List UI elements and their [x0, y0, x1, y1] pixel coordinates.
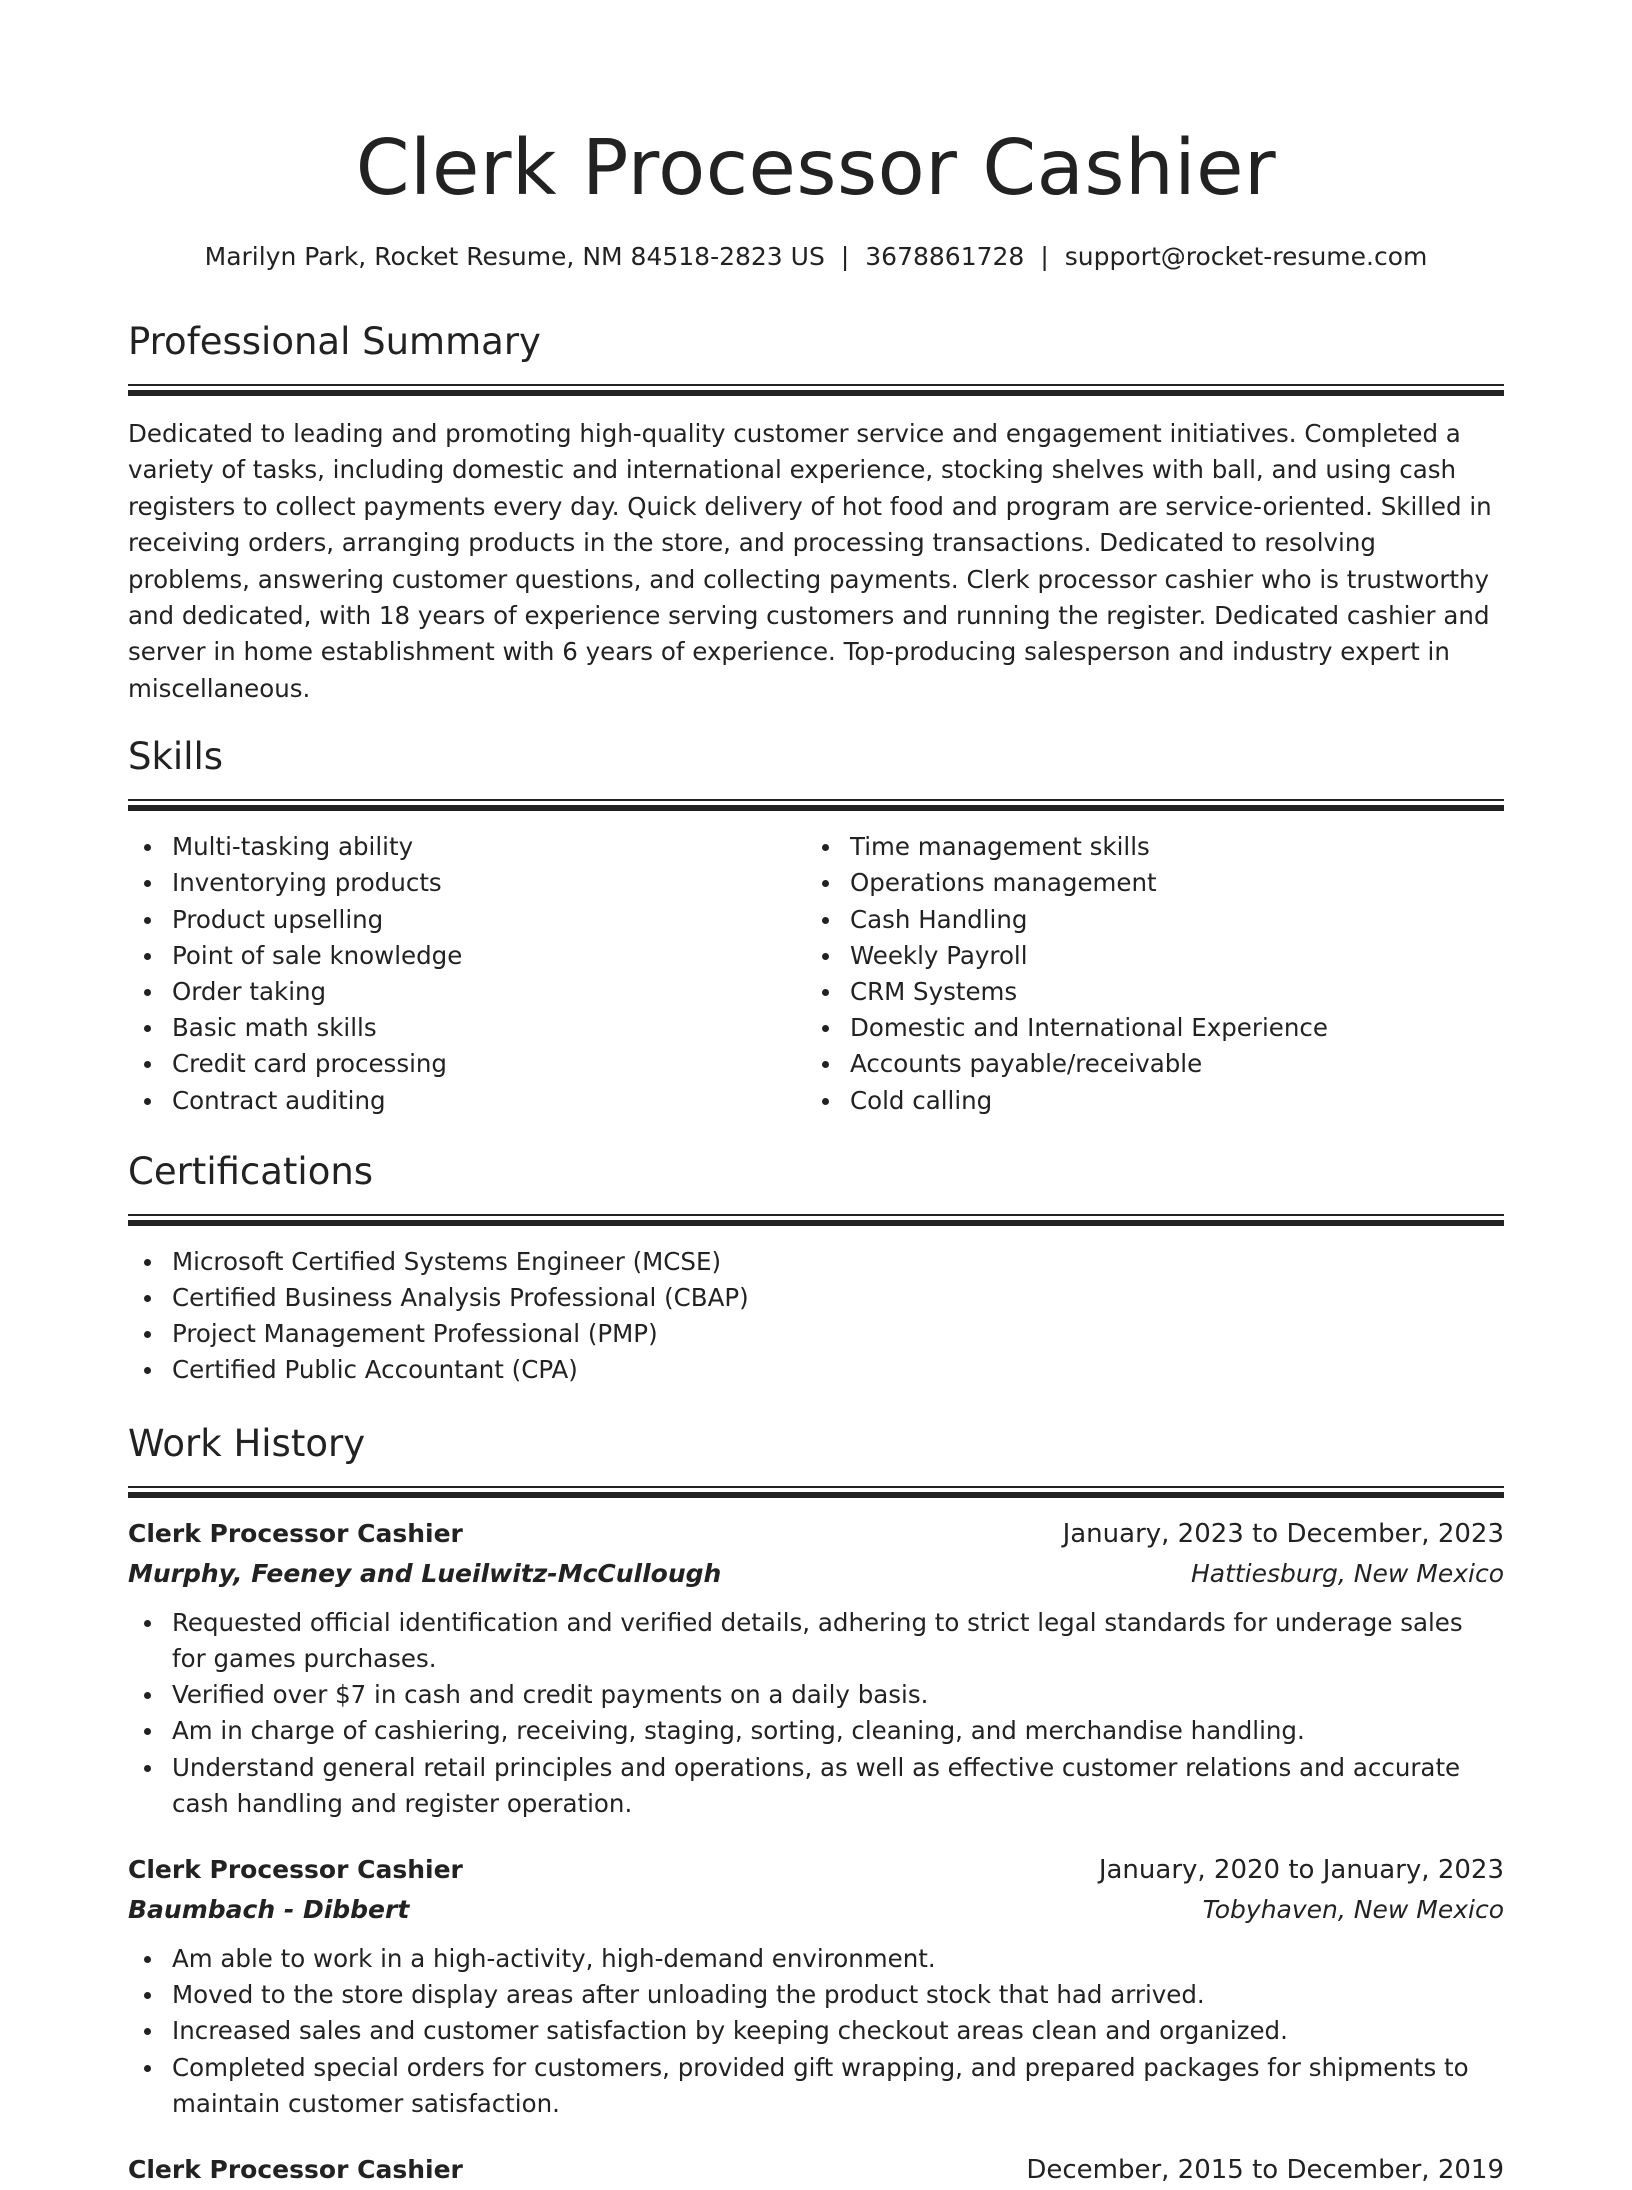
- section-title-work-history: Work History: [128, 1421, 366, 1465]
- skill-item: Point of sale knowledge: [128, 938, 806, 974]
- skill-item: Basic math skills: [128, 1010, 806, 1046]
- job-bullet: Requested official identification and verified details, adhering to strict legal standards for underage sales for games purchases.: [128, 1605, 1504, 1677]
- job-entry: [128, 1850, 1504, 2122]
- certification-item: Microsoft Certified Systems Engineer (MCSE): [128, 1244, 1504, 1280]
- skills-list-right: [806, 829, 1484, 1119]
- skills-section: [128, 732, 1504, 1119]
- skill-item: CRM Systems: [806, 974, 1484, 1010]
- job-location: Hattiesburg, New Mexico: [1190, 1558, 1504, 1588]
- job-title: Clerk Processor Cashier: [128, 1854, 463, 1884]
- certification-item: Certified Public Accountant (CPA): [128, 1352, 1504, 1388]
- certification-item: Project Management Professional (PMP): [128, 1316, 1504, 1352]
- skill-item: Operations management: [806, 865, 1484, 901]
- job-bullets: [128, 1605, 1504, 1822]
- job-dates: January, 2023 to December, 2023: [1062, 1518, 1504, 1549]
- job-bullet: Moved to the store display areas after unloading the product stock that had arrived.: [128, 1977, 1504, 2013]
- skill-item: Product upselling: [128, 902, 806, 938]
- skills-list-left: [128, 829, 806, 1119]
- skill-item: Accounts payable/receivable: [806, 1046, 1484, 1082]
- section-title-summary: Professional Summary: [128, 320, 541, 363]
- resume-page: [128, 0, 1504, 2190]
- job-dates: December, 2015 to December, 2019: [1026, 2154, 1504, 2185]
- skill-item: Inventorying products: [128, 865, 806, 901]
- skill-item: Multi-tasking ability: [128, 829, 806, 865]
- skills-grid: [128, 829, 1504, 1119]
- job-entry: [128, 1514, 1504, 1822]
- job-entry: [128, 2150, 1504, 2190]
- skill-item: Time management skills: [806, 829, 1484, 865]
- skill-item: Contract auditing: [128, 1083, 806, 1119]
- skill-item: Weekly Payroll: [806, 938, 1484, 974]
- section-divider: [128, 799, 1504, 813]
- skill-item: Cold calling: [806, 1083, 1484, 1119]
- job-bullet: Increased sales and customer satisfaction by keeping checkout areas clean and organized.: [128, 2013, 1504, 2049]
- skill-item: Credit card processing: [128, 1046, 806, 1082]
- job-title: Clerk Processor Cashier: [128, 2154, 463, 2184]
- skill-item: Domestic and International Experience: [806, 1010, 1484, 1046]
- job-bullet: Understand general retail principles and operations, as well as effective customer relations and accurate cash handling and register operation.: [128, 1750, 1504, 1822]
- contact-separator: |: [840, 242, 850, 271]
- section-title-certifications: Certifications: [128, 1149, 374, 1193]
- job-bullet: Am in charge of cashiering, receiving, staging, sorting, cleaning, and merchandise handling.: [128, 1713, 1504, 1749]
- job-location: Tobyhaven, New Mexico: [1202, 1894, 1504, 1924]
- job-bullets: [128, 1941, 1504, 2122]
- certifications-section: [128, 1147, 1504, 1389]
- contact-separator: |: [1040, 242, 1049, 271]
- job-dates: January, 2020 to January, 2023: [1098, 1854, 1504, 1885]
- skill-item: Cash Handling: [806, 902, 1484, 938]
- section-title-skills: Skills: [128, 735, 224, 779]
- job-company: Baumbach - Dibbert: [128, 1894, 410, 1924]
- job-company: Murphy, Feeney and Lueilwitz-McCullough: [128, 1558, 722, 1588]
- job-bullet: Completed special orders for customers, provided gift wrapping, and prepared packages for shipments to maintain customer satisfaction.: [128, 2050, 1504, 2122]
- section-divider: [128, 1214, 1504, 1228]
- contact-email: support@rocket-resume.com: [1064, 242, 1428, 271]
- certification-item: Certified Business Analysis Professional (CBAP): [128, 1280, 1504, 1316]
- contact-address: Marilyn Park, Rocket Resume, NM 84518-2823 US: [204, 242, 825, 271]
- job-bullet: Am able to work in a high-activity, high-demand environment.: [128, 1941, 1504, 1977]
- job-title: Clerk Processor Cashier: [128, 1518, 463, 1548]
- summary-section: [128, 317, 1504, 707]
- work-history-section: [128, 1419, 1504, 2190]
- job-bullet: Verified over $7 in cash and credit payments on a daily basis.: [128, 1677, 1504, 1713]
- skill-item: Order taking: [128, 974, 806, 1010]
- section-divider: [128, 1486, 1504, 1500]
- contact-line: [128, 240, 1504, 274]
- certifications-list: [128, 1244, 1504, 1389]
- section-divider: [128, 384, 1504, 398]
- contact-phone: 3678861728: [865, 242, 1025, 271]
- resume-name: Clerk Processor Cashier: [355, 124, 1277, 213]
- summary-text: Dedicated to leading and promoting high-quality customer service and engagement initiatives. Completed a variety of tasks, including domestic and international experience, stocking shelves with ball, and using cash registers to collect payments every day. Quick delivery of hot food and program are service-oriented. Skilled in receiving orders, arranging products in the store, and processing transactions. Dedicated to resolving problems, answering customer questions, and collecting payments. Clerk processor cashier who is trustworthy and dedicated, with 18 years of experience serving customers and running the register. Dedicated cashier and server in home establishment with 6 years of experience. Top-producing salesperson and industry expert in miscellaneous.: [128, 419, 1492, 703]
